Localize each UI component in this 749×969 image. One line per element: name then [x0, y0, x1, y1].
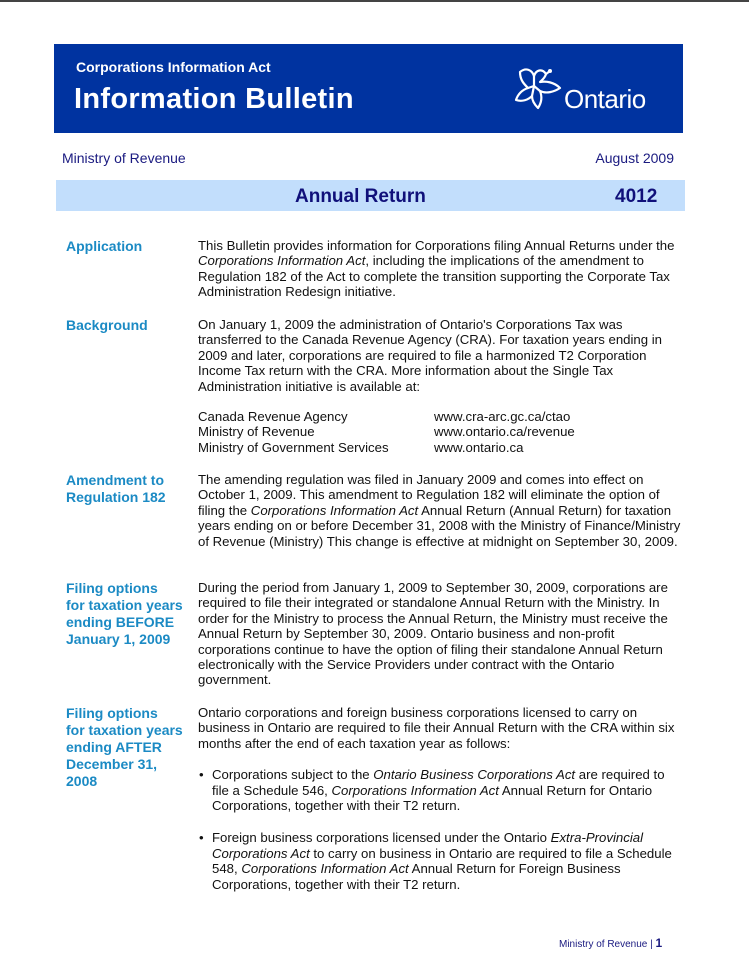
bulletin-header [54, 44, 683, 133]
page-number: 1 [655, 936, 663, 950]
link-url[interactable]: www.ontario.ca [434, 439, 524, 455]
label-line: Filing options [66, 580, 158, 596]
text-run: Annual Return for Foreign Business Corporations, together with their T2 return. [212, 861, 621, 892]
page-footer [559, 936, 662, 950]
publication-date: August 2009 [595, 150, 674, 166]
paragraph: During the period from January 1, 2009 to September 30, 2009, corporations are required to file their integrated or standalone Annual Return with the Ministry. In order for the Ministry to process the Annual Return, the Ministry must receive the Annual Return by September 30, 2009. Ontario business and non-profit corporations continue to have the option of filing their standalone Annual Return electronically with the Service Providers under contract with the Ontario government. [198, 580, 668, 688]
text-run: Foreign business corporations licensed under the Ontario [212, 830, 551, 846]
text-run: Annual Return (Annual Return) for taxation years ending on or before December 31, 2008 with the Ministry of Finance/Ministry of Revenue (Ministry) This change is effective at midnight on September 30, 2009. [198, 502, 681, 549]
label-line: 2008 [66, 773, 98, 789]
section-label [66, 580, 196, 648]
italic-run: Ontario Business Corporations Act [373, 767, 576, 783]
logo-wordmark: Ontario [564, 84, 646, 114]
section-body [198, 705, 684, 909]
label-line: January 1, 2009 [66, 631, 171, 647]
section-label [66, 472, 196, 506]
bulletin-title: Annual Return [295, 186, 426, 207]
footer-ministry: Ministry of Revenue | [559, 939, 656, 950]
section-label: Application [66, 238, 143, 254]
ontario-logo [512, 64, 672, 116]
bullet-icon: • [199, 830, 204, 846]
section-body [198, 472, 684, 549]
link-url[interactable]: www.cra-arc.gc.ca/ctao [434, 409, 571, 425]
italic-run: Corporations Information Act [331, 782, 499, 798]
link-org: Canada Revenue Agency [198, 409, 348, 425]
italic-run: Corporations Information Act [198, 253, 366, 269]
ministry-name: Ministry of Revenue [62, 150, 186, 166]
link-org: Ministry of Revenue [198, 424, 315, 440]
label-line: for taxation years [66, 597, 183, 613]
text-run: are required to file a Schedule 546, [212, 767, 665, 798]
italic-run: Extra-Provincial Corporations Act [212, 830, 644, 861]
label-line: December 31, [66, 756, 158, 772]
title-band [56, 180, 685, 211]
label-line: ending BEFORE [66, 614, 175, 630]
bulletin-number: 4012 [615, 186, 658, 207]
text-run: Annual Return for Ontario Corporations, together with their T2 return. [212, 782, 653, 814]
header-subtitle: Corporations Information Act [76, 59, 271, 75]
text-run: , including the implications of the amendment to Regulation 182 of the Act to complete the transition supporting the Corporate Tax Administration Redesign initiative. [198, 253, 670, 300]
link-org: Ministry of Government Services [198, 439, 389, 455]
list-item [198, 767, 684, 813]
section-label [66, 705, 196, 790]
section-body [198, 317, 684, 455]
meta-row [62, 150, 674, 168]
section-label: Background [66, 317, 148, 333]
label-line: Filing options [66, 705, 158, 721]
bullet-icon: • [199, 767, 204, 783]
text-run: Corporations subject to the [212, 767, 374, 783]
link-url[interactable]: www.ontario.ca/revenue [434, 424, 575, 440]
paragraph: Ontario corporations and foreign business corporations licensed to carry on business in Ontario are required to file their Annual Return with the CRA within six months after the end of each taxation year as follows: [198, 705, 675, 751]
link-row [198, 440, 684, 455]
resource-links [198, 409, 684, 455]
header-title: Information Bulletin [74, 83, 354, 115]
label-line: for taxation years [66, 722, 183, 738]
trillium-icon [512, 64, 564, 116]
label-line: ending AFTER [66, 739, 162, 755]
text-run: The amending regulation was filed in January 2009 and comes into effect on October 1, 2009. This amendment to Regulation 182 will eliminate the option of filing the [198, 472, 660, 518]
paragraph [198, 472, 684, 549]
section-body [198, 238, 684, 300]
label-line: Amendment to [66, 472, 164, 488]
section-body [198, 580, 684, 688]
bullet-list [198, 767, 684, 892]
list-item [198, 830, 684, 892]
italic-run: Corporations Information Act [250, 502, 419, 518]
link-row [198, 424, 684, 439]
link-row [198, 409, 684, 424]
label-line: Regulation 182 [66, 489, 166, 505]
paragraph [198, 238, 684, 300]
italic-run: Corporations Information Act [241, 861, 409, 877]
paragraph: On January 1, 2009 the administration of Ontario's Corporations Tax was transferred to the Canada Revenue Agency (CRA). For taxation years ending in 2009 and later, corporations are required to file a harmonized T2 Corporation Income Tax return with the CRA. More information about the Single Tax Administration initiative is available at: [198, 317, 663, 394]
text-run: This Bulletin provides information for Corporations filing Annual Returns under the [198, 238, 675, 253]
text-run: to carry on business in Ontario are required to file a Schedule 548, [212, 845, 672, 877]
